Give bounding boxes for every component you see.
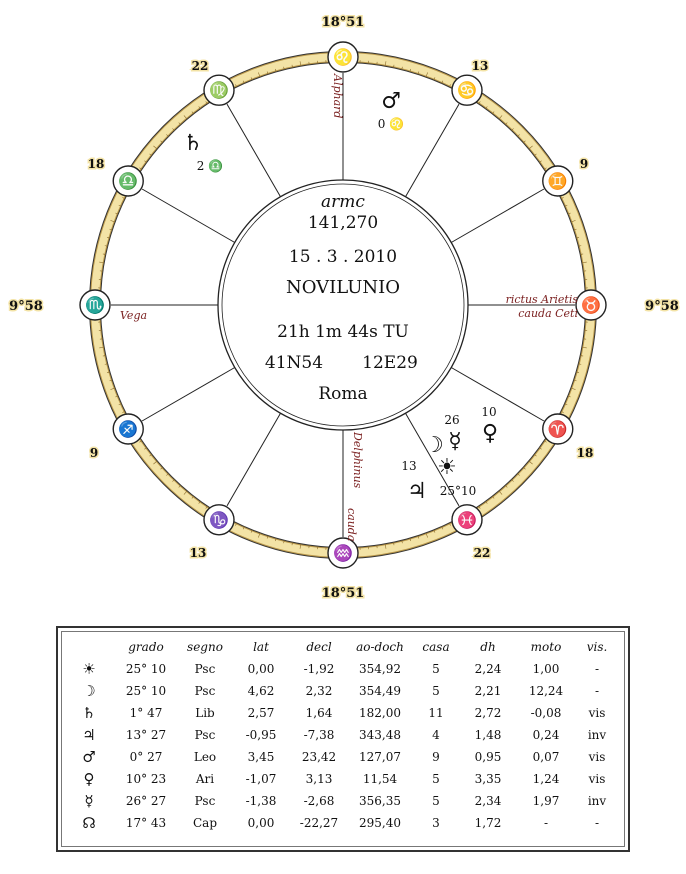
- table-cell: vis: [588, 706, 606, 720]
- table-cell: 4: [432, 728, 440, 742]
- table-cell: 3: [432, 816, 440, 830]
- table-cell: 5: [432, 662, 440, 676]
- table-cell: 0,00: [247, 816, 275, 830]
- jupiter-degree: 13: [401, 459, 417, 473]
- table-cell: 3,45: [247, 750, 275, 764]
- table-row: [64, 746, 618, 768]
- table-cell: 3,35: [474, 772, 502, 786]
- table-cell: 0° 27: [129, 750, 163, 764]
- cusp-label: 9: [89, 446, 99, 460]
- ephemeris-table-frame: [56, 626, 630, 852]
- asc-degree: 9°58: [9, 299, 43, 314]
- cusp-label: 13: [189, 546, 207, 560]
- cusp-label: 18: [87, 157, 105, 171]
- table-cell: 12,24: [528, 684, 564, 698]
- table-row: [64, 768, 618, 790]
- table-cell: Lib: [195, 706, 215, 720]
- header-decl: decl: [306, 640, 332, 654]
- header-casa: casa: [422, 640, 450, 654]
- cusp-label: 22: [191, 59, 209, 73]
- table-cell: 25° 10: [125, 684, 167, 698]
- table-cell: 10° 23: [125, 772, 167, 786]
- jupiter-icon: ♃: [407, 479, 427, 504]
- table-cell: 1,00: [532, 662, 560, 676]
- header-ao-doch: ao-doch: [356, 640, 404, 654]
- table-cell: 2,32: [305, 684, 333, 698]
- moon-icon: ☽: [82, 682, 96, 700]
- table-cell: 5: [432, 794, 440, 808]
- venus-icon: ♀: [83, 770, 95, 788]
- table-row: [64, 680, 618, 702]
- house-line: [142, 189, 235, 243]
- table-cell: 295,40: [359, 816, 401, 830]
- scorpio-icon: ♏: [85, 295, 105, 315]
- house-line: [142, 368, 235, 422]
- mars-position: 0 ♌: [377, 117, 405, 131]
- star-alphard: Alphard: [331, 74, 344, 119]
- table-row: [64, 702, 618, 724]
- table-cell: 0,07: [532, 750, 560, 764]
- table-cell: Ari: [195, 772, 215, 786]
- venus-icon: ♀: [481, 421, 499, 446]
- table-cell: 5: [432, 772, 440, 786]
- saturn-icon: ♄: [183, 131, 203, 156]
- armc-label: armc: [321, 192, 365, 212]
- capricorn-icon: ♑: [209, 510, 229, 530]
- table-cell: Psc: [194, 728, 216, 742]
- table-cell: 17° 43: [125, 816, 167, 830]
- pisces-icon: ♓: [457, 510, 477, 530]
- table-row: [64, 724, 618, 746]
- table-cell: 11: [428, 706, 444, 720]
- header-vis: vis.: [586, 640, 608, 654]
- table-cell: 1,24: [532, 772, 560, 786]
- table-cell: Psc: [194, 662, 216, 676]
- table-cell: 354,49: [359, 684, 401, 698]
- table-cell: -0,08: [530, 706, 562, 720]
- table-cell: 127,07: [359, 750, 401, 764]
- table-cell: vis: [588, 772, 606, 786]
- cusp-label: 18: [576, 446, 594, 460]
- mc-degree: 18°51: [321, 15, 365, 30]
- table-cell: 2,21: [474, 684, 502, 698]
- event-time: 21h 1m 44s TU: [277, 322, 409, 342]
- table-cell: 1,48: [474, 728, 502, 742]
- table-cell: -1,38: [245, 794, 277, 808]
- ic-degree: 18°51: [321, 586, 365, 601]
- star-delphinus: Delphinus: [351, 432, 364, 489]
- header-segno: segno: [187, 640, 223, 654]
- cusp-label: 22: [473, 546, 491, 560]
- mercury-icon: ☿: [448, 429, 462, 454]
- aquarius-icon: ♒: [333, 543, 353, 563]
- table-cell: -: [594, 816, 600, 830]
- table-cell: 1,72: [474, 816, 502, 830]
- sun-icon: ☀: [82, 660, 96, 678]
- leo-icon: ♌: [333, 47, 353, 67]
- virgo-icon: ♍: [209, 80, 229, 100]
- cancer-icon: ♋: [457, 80, 477, 100]
- mars-icon: ♂: [381, 89, 401, 114]
- table-cell: Psc: [194, 794, 216, 808]
- header-dh: dh: [480, 640, 496, 654]
- star-cauda-ceti: cauda Ceti: [518, 307, 578, 320]
- table-cell: inv: [587, 794, 607, 808]
- mercury-icon: ☿: [84, 792, 94, 810]
- place: Roma: [318, 384, 368, 404]
- gemini-icon: ♊: [547, 171, 568, 191]
- table-cell: 4,62: [247, 684, 275, 698]
- table-cell: 0,00: [247, 662, 275, 676]
- table-row: [64, 790, 618, 812]
- table-cell: vis: [588, 750, 606, 764]
- table-cell: Cap: [192, 816, 218, 830]
- table-cell: 356,35: [359, 794, 401, 808]
- dsc-degree: 9°58: [645, 299, 679, 314]
- header-symbol: [64, 636, 114, 658]
- star-vega: Vega: [120, 309, 148, 322]
- table-cell: -: [594, 662, 600, 676]
- table-cell: 23,42: [301, 750, 337, 764]
- table-cell: 1,97: [532, 794, 560, 808]
- header-lat: lat: [253, 640, 269, 654]
- table-cell: 5: [432, 684, 440, 698]
- table-cell: -2,68: [303, 794, 335, 808]
- table-cell: 354,92: [359, 662, 401, 676]
- table-cell: -1,92: [303, 662, 335, 676]
- sagittarius-icon: ♐: [118, 419, 139, 439]
- table-cell: 25° 10: [125, 662, 167, 676]
- star-rictus-arietis: rictus Arietis: [505, 293, 578, 306]
- event-title: NOVILUNIO: [285, 277, 401, 298]
- table-cell: 1° 47: [129, 706, 163, 720]
- aries-icon: ♈: [547, 419, 568, 439]
- table-cell: 2,57: [247, 706, 275, 720]
- house-line: [227, 104, 281, 197]
- longitude: 12E29: [362, 353, 418, 373]
- saturn-position: 2 ♎: [196, 159, 224, 173]
- table-cell: 0,95: [474, 750, 502, 764]
- header-grado: grado: [128, 640, 164, 654]
- house-line: [406, 104, 460, 197]
- table-cell: Psc: [194, 684, 216, 698]
- table-cell: Leo: [193, 750, 217, 764]
- house-line: [451, 368, 544, 422]
- house-line: [227, 413, 281, 506]
- jupiter-icon: ♃: [82, 726, 96, 744]
- table-cell: 11,54: [362, 772, 398, 786]
- table-cell: 26° 27: [125, 794, 167, 808]
- table-row: [64, 658, 618, 680]
- table-cell: 1,64: [305, 706, 333, 720]
- table-cell: -1,07: [245, 772, 277, 786]
- event-date: 15 . 3 . 2010: [288, 247, 398, 267]
- cusp-label: 13: [471, 59, 489, 73]
- ephemeris-table: [64, 636, 618, 834]
- table-cell: inv: [587, 728, 607, 742]
- table-row: [64, 812, 618, 834]
- saturn-icon: ♄: [82, 704, 96, 722]
- table-cell: 2,34: [474, 794, 502, 808]
- table-cell: -0,95: [245, 728, 277, 742]
- sun-icon: ☀: [437, 455, 457, 480]
- table-cell: -7,38: [303, 728, 335, 742]
- table-cell: 2,24: [474, 662, 502, 676]
- table-cell: 343,48: [359, 728, 401, 742]
- cusp-label: 9: [579, 157, 589, 171]
- mercury-degree: 26: [444, 413, 460, 427]
- sun-degree: 25°10: [439, 484, 477, 498]
- table-cell: -: [543, 816, 549, 830]
- table-cell: 13° 27: [125, 728, 167, 742]
- venus-degree: 10: [481, 405, 497, 419]
- table-cell: 3,13: [305, 772, 333, 786]
- moon-icon: ☽: [424, 433, 444, 458]
- house-line: [451, 189, 544, 243]
- mars-icon: ♂: [82, 748, 96, 766]
- latitude: 41N54: [264, 353, 324, 373]
- header-moto: moto: [530, 640, 562, 654]
- table-cell: -: [594, 684, 600, 698]
- taurus-icon: ♉: [581, 295, 601, 315]
- libra-icon: ♎: [118, 171, 139, 191]
- node-icon: ☊: [82, 814, 96, 832]
- table-cell: -22,27: [299, 816, 339, 830]
- table-header-row: [64, 636, 618, 658]
- star-cauda-delphini: cauda: [345, 508, 358, 542]
- table-cell: 9: [432, 750, 440, 764]
- table-cell: 2,72: [474, 706, 502, 720]
- table-cell: 0,24: [532, 728, 560, 742]
- table-cell: 182,00: [359, 706, 401, 720]
- armc-value: 141,270: [307, 213, 379, 233]
